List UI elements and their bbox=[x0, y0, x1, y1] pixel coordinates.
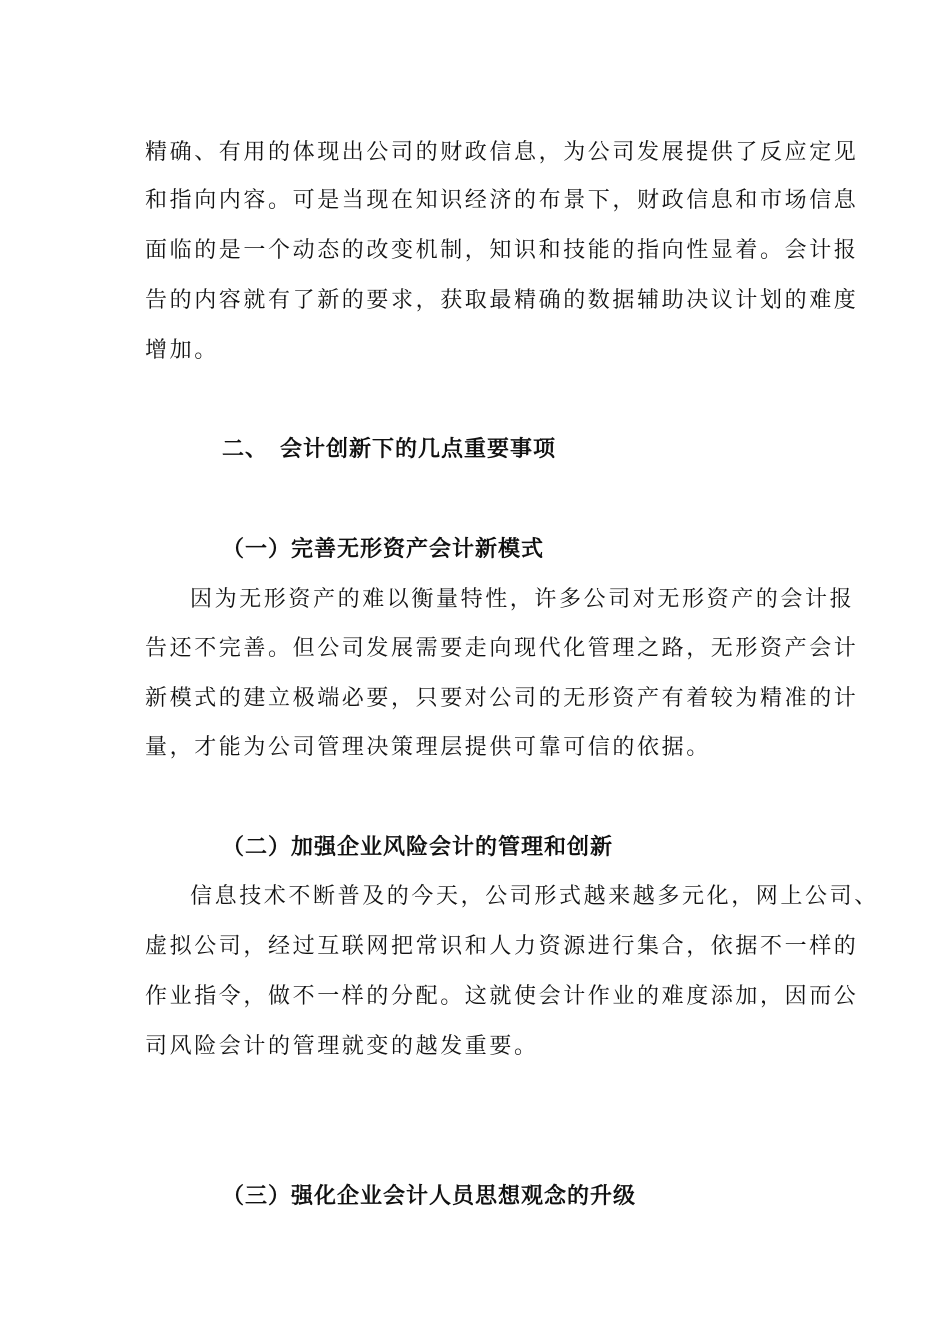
section-heading bbox=[222, 435, 556, 465]
text-line: 作业指令，做不一样的分配。这就使会计作业的难度添加，因而公 bbox=[145, 984, 859, 1009]
text-line: 司风险会计的管理就变的越发重要。 bbox=[145, 1034, 539, 1059]
text-line: 精确、有用的体现出公司的财政信息，为公司发展提供了反应定见 bbox=[145, 140, 859, 165]
section-number: 二、 bbox=[222, 437, 269, 462]
text-line: 新模式的建立极端必要，只要对公司的无形资产有着较为精准的计 bbox=[145, 686, 859, 711]
text-line: 告还不完善。但公司发展需要走向现代化管理之路，无形资产会计 bbox=[145, 636, 859, 661]
text-line: 和指向内容。可是当现在知识经济的布景下，财政信息和市场信息 bbox=[145, 188, 859, 213]
text-line: 信息技术不断普及的今天，公司形式越来越多元化，网上公司、 bbox=[190, 884, 879, 909]
text-line: 量，才能为公司管理决策理层提供可靠可信的依据。 bbox=[145, 735, 711, 760]
section-title: 会计创新下的几点重要事项 bbox=[280, 437, 557, 462]
text-line: 因为无形资产的难以衡量特性，许多公司对无形资产的会计报 bbox=[190, 587, 855, 612]
text-line: 面临的是一个动态的改变机制，知识和技能的指向性显着。会计报 bbox=[145, 238, 859, 263]
subsection-heading-2: （二）加强企业风险会计的管理和创新 bbox=[222, 835, 614, 860]
subsection-heading-1: （一）完善无形资产会计新模式 bbox=[222, 537, 545, 562]
text-line: 告的内容就有了新的要求，获取最精确的数据辅助决议计划的难度 bbox=[145, 288, 859, 313]
text-line: 虚拟公司，经过互联网把常识和人力资源进行集合，依据不一样的 bbox=[145, 934, 859, 959]
text-line: 增加。 bbox=[145, 338, 219, 363]
subsection-heading-3: （三）强化企业会计人员思想观念的升级 bbox=[222, 1184, 637, 1209]
